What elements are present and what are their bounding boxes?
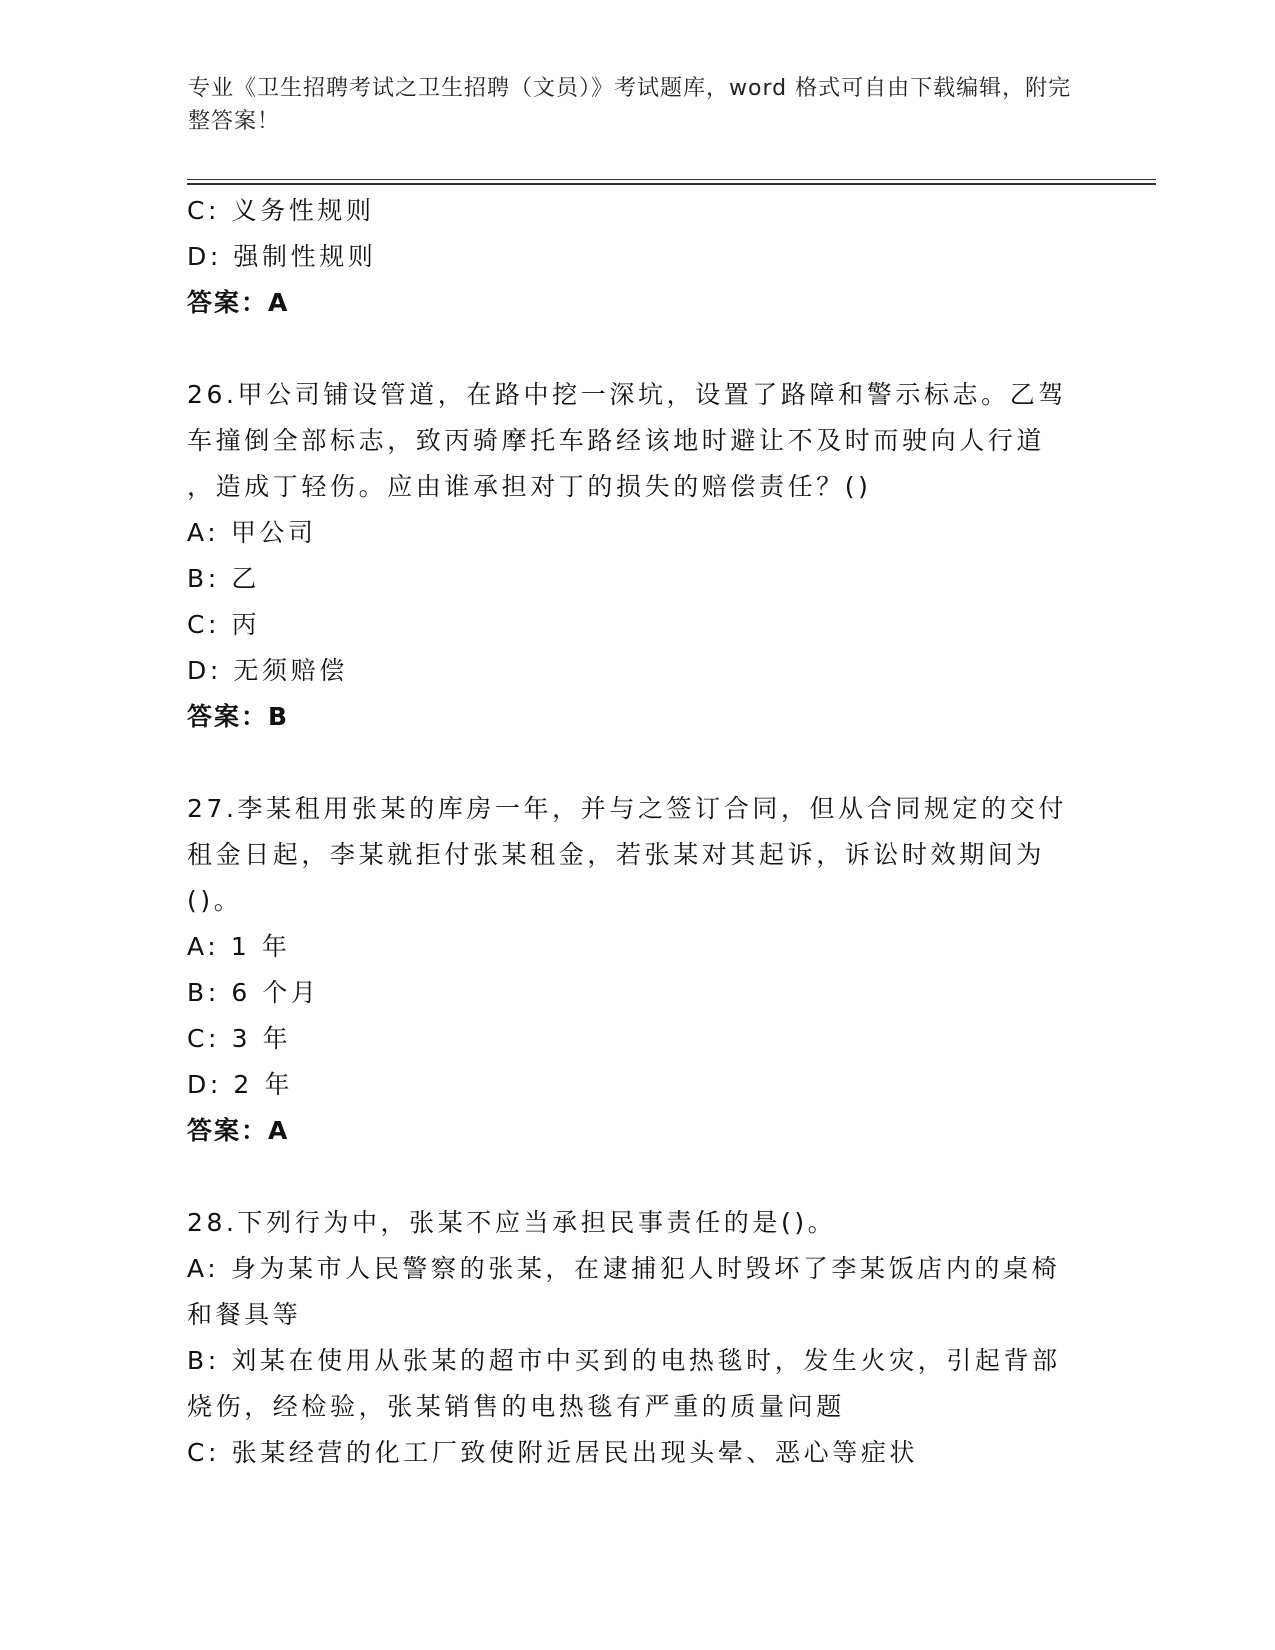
spacer xyxy=(187,740,1087,786)
option-b: B: 6 个月 xyxy=(187,978,320,1007)
option-a-continued: 和餐具等 xyxy=(187,1300,302,1329)
question-27 xyxy=(187,786,1087,1154)
question-stem-line: 车撞倒全部标志，致丙骑摩托车路经该地时避让不及时而驶向人行道 xyxy=(187,426,1046,455)
question-28 xyxy=(187,1200,1087,1476)
question-stem-line: ()。 xyxy=(187,886,243,915)
option-c: C: 义务性规则 xyxy=(187,196,375,225)
option-a: A: 1 年 xyxy=(187,932,291,961)
question-stem-line: ，造成丁轻伤。应由谁承担对丁的损失的赔偿责任？() xyxy=(187,472,872,501)
header-divider xyxy=(187,179,1156,180)
question-stem-line: 27.李某租用张某的库房一年，并与之签订合同，但从合同规定的交付 xyxy=(187,794,1067,823)
option-b-continued: 烧伤，经检验，张某销售的电热毯有严重的质量问题 xyxy=(187,1392,845,1421)
option-d: D: 无须赔偿 xyxy=(187,656,348,685)
option-b: B: 刘某在使用从张某的超市中买到的电热毯时，发生火灾，引起背部 xyxy=(187,1346,1061,1375)
option-c: C: 3 年 xyxy=(187,1024,292,1053)
question-stem-line: 26.甲公司铺设管道，在路中挖一深坑，设置了路障和警示标志。乙驾 xyxy=(187,380,1067,409)
header-divider-thick xyxy=(187,183,1156,185)
option-a: A: 身为某市人民警察的张某，在逮捕犯人时毁坏了李某饭店内的桌椅 xyxy=(187,1254,1061,1283)
question-26 xyxy=(187,372,1087,740)
option-c: C: 张某经营的化工厂致使附近居民出现头晕、恶心等症状 xyxy=(187,1438,919,1467)
answer-line: 答案：A xyxy=(187,1116,290,1145)
option-b: B: 乙 xyxy=(187,564,260,593)
question-stem-line: 28.下列行为中，张某不应当承担民事责任的是()。 xyxy=(187,1208,837,1237)
option-d: D: 强制性规则 xyxy=(187,242,377,271)
question-content xyxy=(187,188,1087,1476)
option-d: D: 2 年 xyxy=(187,1070,294,1099)
spacer xyxy=(187,1154,1087,1200)
spacer xyxy=(187,326,1087,372)
option-a: A: 甲公司 xyxy=(187,518,317,547)
answer-line: 答案：B xyxy=(187,702,290,731)
question-stem-line: 租金日起，李某就拒付张某租金，若张某对其起诉，诉讼时效期间为 xyxy=(187,840,1046,869)
answer-line: 答案：A xyxy=(187,288,290,317)
option-c: C: 丙 xyxy=(187,610,261,639)
page-header: 专业《卫生招聘考试之卫生招聘（文员）》考试题库，word 格式可自由下载编辑，附完整答案！ xyxy=(188,76,1072,134)
question-25-fragment xyxy=(187,188,1087,326)
